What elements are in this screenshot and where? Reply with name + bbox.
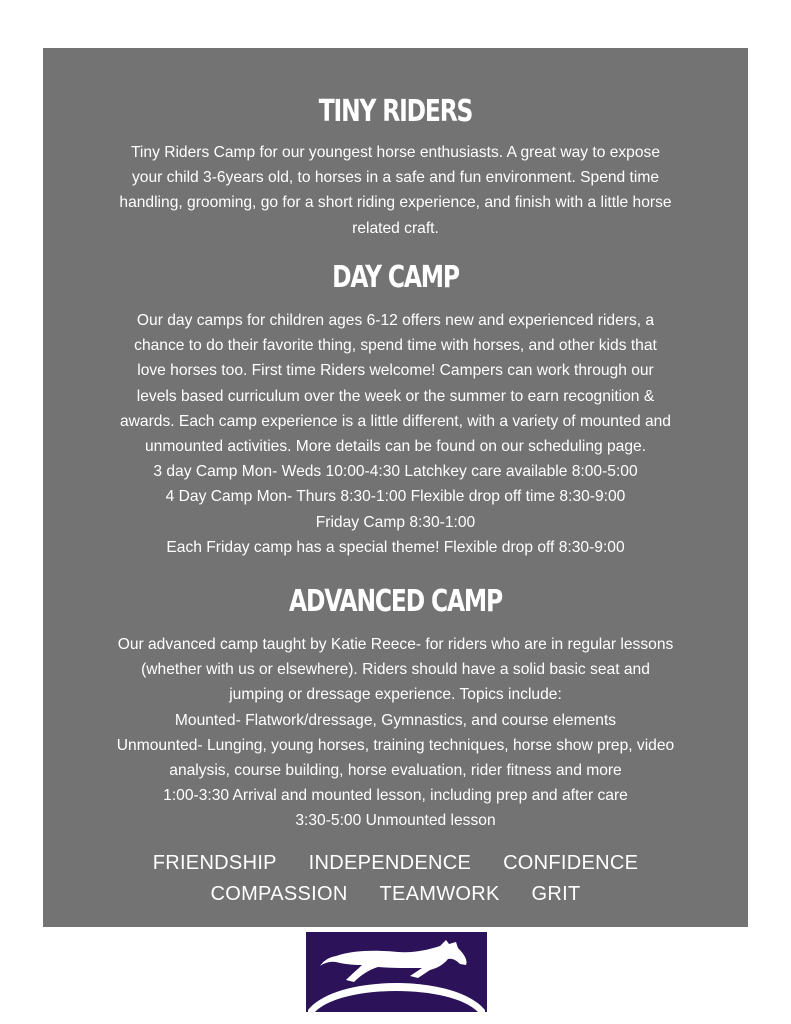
day-camp-schedule-line: Friday Camp 8:30-1:00 xyxy=(315,513,476,531)
tiny-riders-title: TINY RIDERS xyxy=(318,94,473,129)
value-grit: GRIT xyxy=(531,883,581,905)
logo xyxy=(306,932,487,1012)
value-independence: INDEPENDENCE xyxy=(308,852,472,874)
day-camp-line: Our day camps for children ages 6-12 offers new and experienced riders, a xyxy=(136,312,655,329)
advanced-camp-line: jumping or dressage experience. Topics include: xyxy=(229,686,562,704)
day-camp-line: chance to do their favorite thing, spend time with horses, and other kids that xyxy=(134,337,657,355)
value-confidence: CONFIDENCE xyxy=(503,852,639,874)
day-camp-description xyxy=(43,308,748,560)
advanced-camp-line: Our advanced camp taught by Katie Reece- for riders who are in regular lessons xyxy=(117,636,674,653)
tiny-riders-line: handling, grooming, go for a short riding experience, and finish with a little horse xyxy=(119,194,672,212)
core-values-row xyxy=(43,879,748,910)
advanced-camp-line: (whether with us or elsewhere). Riders should have a solid basic seat and xyxy=(141,661,650,679)
tiny-riders-line: related craft. xyxy=(352,219,439,237)
tiny-riders-description xyxy=(43,140,748,241)
advanced-camp-schedule-line: 3:30-5:00 Unmounted lesson xyxy=(295,812,496,830)
camp-info-panel xyxy=(43,48,748,927)
leaping-horse-icon xyxy=(306,932,487,1012)
day-camp-line: love horses too. First time Riders welcome! Campers can work through our xyxy=(137,362,654,380)
core-values xyxy=(43,848,748,910)
advanced-camp-title: ADVANCED CAMP xyxy=(289,584,502,619)
day-camp-line: unmounted activities. More details can be found on our scheduling page. xyxy=(144,438,647,456)
day-camp-schedule-line: 4 Day Camp Mon- Thurs 8:30-1:00 Flexible drop off time 8:30-9:00 xyxy=(165,488,626,506)
advanced-camp-line: Unmounted- Lunging, young horses, training techniques, horse show prep, video xyxy=(116,736,675,754)
day-camp-title: DAY CAMP xyxy=(332,260,459,295)
advanced-camp-description xyxy=(43,632,748,834)
tiny-riders-line: your child 3-6years old, to horses in a safe and fun environment. Spend time xyxy=(131,169,660,187)
advanced-camp-line: analysis, course building, horse evaluation, rider fitness and more xyxy=(169,762,622,780)
day-camp-line: awards. Each camp experience is a little different, with a variety of mounted and xyxy=(120,412,671,430)
day-camp-schedule-line: 3 day Camp Mon- Weds 10:00-4:30 Latchkey care available 8:00-5:00 xyxy=(153,463,638,481)
advanced-camp-schedule-line: 1:00-3:30 Arrival and mounted lesson, including prep and after care xyxy=(163,787,628,805)
day-camp-schedule-line: Each Friday camp has a special theme! Flexible drop off 8:30-9:00 xyxy=(166,538,625,556)
value-teamwork: TEAMWORK xyxy=(379,883,500,905)
value-friendship: FRIENDSHIP xyxy=(152,852,277,874)
value-compassion: COMPASSION xyxy=(210,883,348,905)
core-values-row xyxy=(43,848,748,879)
day-camp-line: levels based curriculum over the week or the summer to earn recognition & xyxy=(136,387,655,405)
tiny-riders-line: Tiny Riders Camp for our youngest horse enthusiasts. A great way to expose xyxy=(130,144,660,161)
advanced-camp-line: Mounted- Flatwork/dressage, Gymnastics, and course elements xyxy=(174,711,617,729)
